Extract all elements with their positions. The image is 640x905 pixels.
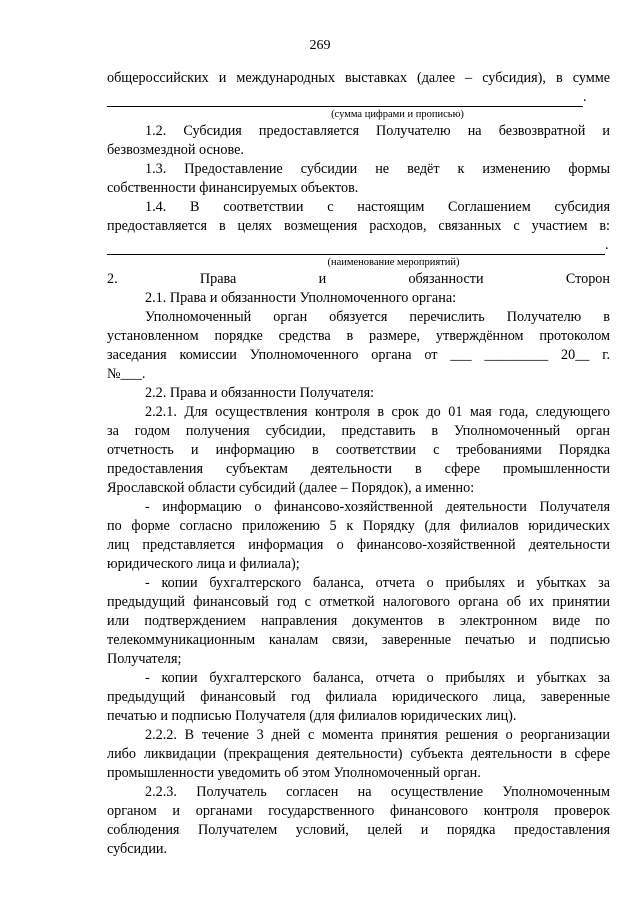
document-body [107, 69, 610, 859]
event-line [107, 237, 605, 255]
intro-line: общероссийских и международных выставках (далее – субсидия), в сумме [107, 70, 610, 86]
clause-2-2-3-line-1: 2.2.3. Получатель согласен на осуществление Уполномоченным [145, 784, 610, 800]
bullet-2-line-1: - копии бухгалтерского баланса, отчета о прибылях и убытках за [145, 575, 610, 591]
bullet-1-line-4: юридического лица и филиала); [107, 556, 300, 572]
clause-1-2-line-1: 1.2. Субсидия предоставляется Получателю на безвозвратной и [145, 123, 610, 139]
clause-2-2-1-line-5: Ярославской области субсидий (далее – Порядок), а именно: [107, 480, 475, 496]
bullet-2-line-3: или подтверждением направления документов в электронном виде по [107, 613, 610, 629]
bullet-3-line-2: предыдущий финансовый год филиала юридического лица, заверенные [107, 689, 610, 705]
amount-caption: (сумма цифрами и прописью) [331, 109, 464, 120]
clause-1-2-line-2: безвозмездной основе. [107, 142, 244, 158]
bullet-2-line-5: Получателя; [107, 651, 182, 667]
bullet-2-line-2: предыдущий финансовый год с отметкой налогового органа об их принятии [107, 594, 610, 610]
clause-2-1-body-line-2: установленном порядке средства в размере, утверждённом протоколом [107, 328, 610, 344]
bullet-1-line-1: - информацию о финансово-хозяйственной деятельности Получателя [145, 499, 610, 515]
clause-1-4-line-2: предоставляется в целях возмещения расходов, связанных с участием в: [107, 218, 610, 234]
clause-2-2-1-line-4: предоставления субъектам деятельности в сфере промышленности [107, 461, 610, 477]
bullet-1-line-2: по форме согласно приложению 5 к Порядку (для филиалов юридических [107, 518, 610, 534]
clause-2-2-1-line-1: 2.2.1. Для осуществления контроля в срок до 01 мая года, следующего [145, 404, 610, 420]
bullet-3-line-3: печатью и подписью Получателя (для филиалов юридических лиц). [107, 708, 517, 724]
bullet-1-line-3: лиц представляется информация о финансово-хозяйственной деятельности [107, 537, 610, 553]
clause-2-1-body-line-3: заседания комиссии Уполномоченного органа от ___ _________ 20__ г. [107, 347, 610, 363]
page-number: 269 [309, 38, 331, 53]
clause-2-1-body-line-1: Уполномоченный орган обязуется перечислить Получателю в [145, 309, 610, 325]
clause-2-1: 2.1. Права и обязанности Уполномоченного органа: [145, 290, 457, 306]
amount-line [107, 89, 583, 107]
clause-2-2-2-line-1: 2.2.2. В течение 3 дней с момента принятия решения о реорганизации [145, 727, 610, 743]
clause-2-2-2-line-3: промышленности уведомить об этом Уполномоченный орган. [107, 765, 481, 781]
clause-1-3-line-1: 1.3. Предоставление субсидии не ведёт к изменению формы [145, 161, 610, 177]
amount-blank: . [107, 88, 610, 107]
clause-2-1-body-line-4: №___. [107, 366, 146, 382]
clause-2-2-1-line-2: за годом получения субсидии, представить в Уполномоченный орган [107, 423, 610, 439]
event-blank: . [107, 236, 610, 255]
clause-2-2-2-line-2: либо ликвидации (прекращения деятельности) субъекта деятельности в сфере [107, 746, 610, 762]
bullet-2-line-4: телекоммуникационным каналам связи, заверенные печатью и подписью [107, 632, 610, 648]
section-title: 2. Права и обязанности Сторон [107, 271, 610, 287]
clause-2-2-3-line-3: соблюдения Получателем условий, целей и порядка предоставления [107, 822, 610, 838]
clause-2-2: 2.2. Права и обязанности Получателя: [145, 385, 375, 401]
bullet-3-line-1: - копии бухгалтерского баланса, отчета о прибылях и убытках за [145, 670, 610, 686]
clause-2-2-1-line-3: отчетность и информацию в соответствии с требованиями Порядка [107, 442, 610, 458]
clause-1-4-line-1: 1.4. В соответствии с настоящим Соглашением субсидия [145, 199, 610, 215]
clause-2-2-3-line-2: органом и органами государственного финансового контроля проверок [107, 803, 610, 819]
clause-1-3-line-2: собственности финансируемых объектов. [107, 180, 359, 196]
clause-2-2-3-line-4: субсидии. [107, 841, 168, 857]
event-caption: (наименование мероприятий) [327, 257, 460, 268]
